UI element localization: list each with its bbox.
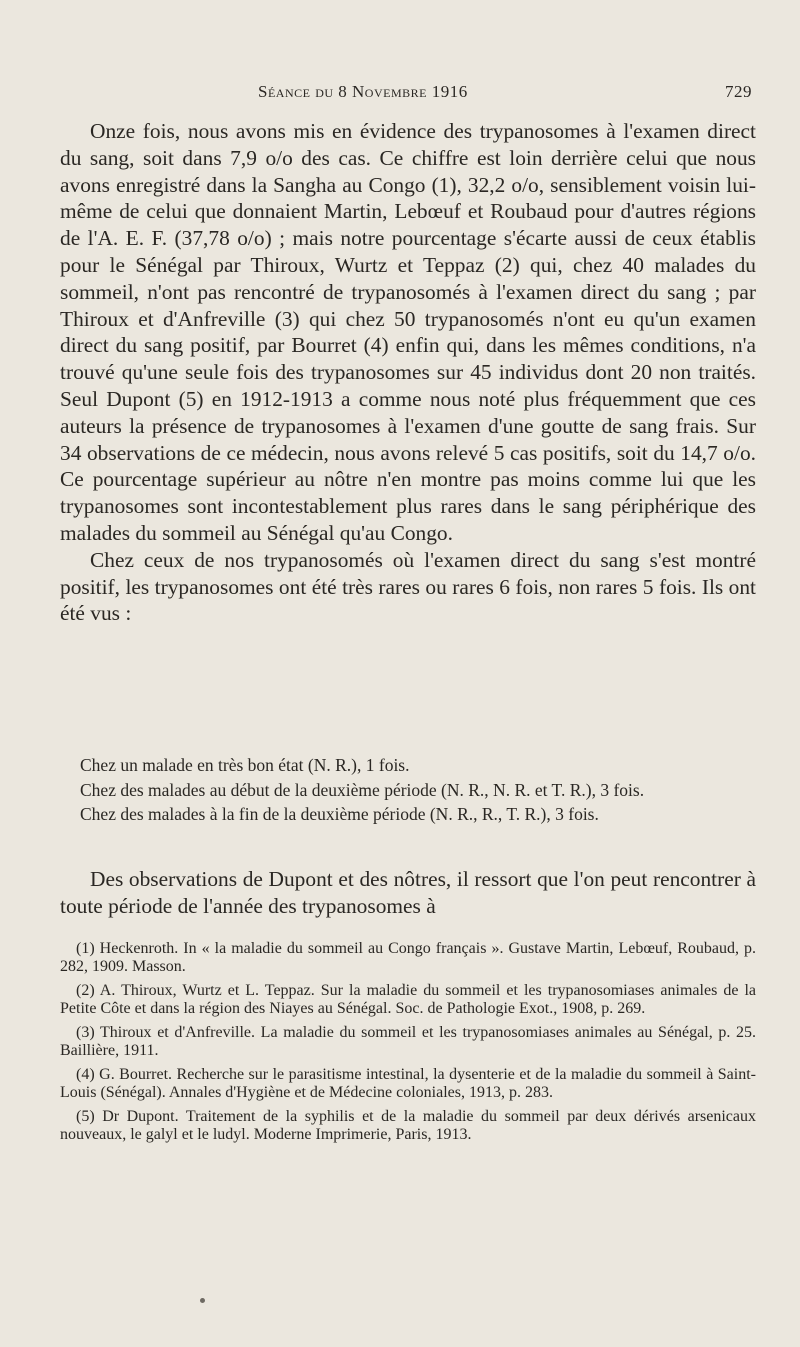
footnote: (2) A. Thiroux, Wurtz et L. Teppaz. Sur la maladie du sommeil et les trypanosomiases animales de la Petite Côte et dans la région des Niayes au Sénégal. Soc. de Pathologie Exot., 1908, p. 269. — [60, 982, 756, 1017]
list-item: Chez des malades à la fin de la deuxième période (N. R., R., T. R.), 3 fois. — [80, 804, 599, 824]
paragraph: Chez ceux de nos trypanosomés où l'examen direct du sang s'est montré positif, les trypanosomes ont été très rares ou rares 6 fois, non rares 5 fois. Ils ont été vus : — [60, 547, 756, 626]
conclusion-text — [60, 866, 756, 920]
page-number: 729 — [725, 82, 752, 101]
footnote: (4) G. Bourret. Recherche sur le parasitisme intestinal, la dysenterie et de la maladie du sommeil à Saint-Louis (Sénégal). Annales d'Hygiène et de Médecine coloniales, 1913, p. 283. — [60, 1066, 756, 1101]
list-item: Chez un malade en très bon état (N. R.), 1 fois. — [80, 755, 410, 775]
footnote: (3) Thiroux et d'Anfreville. La maladie du sommeil et les trypanosomiases animales au Sénégal, p. 25. Baillière, 1911. — [60, 1024, 756, 1059]
footnote: (5) Dr Dupont. Traitement de la syphilis et de la maladie du sommeil par deux dérivés arsenicaux nouveaux, le galyl et le ludyl. Moderne Imprimerie, Paris, 1913. — [60, 1108, 756, 1143]
list-item: Chez des malades au début de la deuxième période (N. R., N. R. et T. R.), 3 fois. — [80, 779, 645, 800]
footnotes — [60, 940, 756, 1150]
page-header — [60, 82, 752, 110]
body-text — [60, 118, 756, 627]
observation-list — [60, 757, 756, 831]
paragraph: Des observations de Dupont et des nôtres, il ressort que l'on peut rencontrer à toute période de l'année des trypanosomes à — [60, 867, 756, 918]
footnote: (1) Heckenroth. In « la maladie du sommeil au Congo français ». Gustave Martin, Lebœuf, Roubaud, p. 282, 1909. Masson. — [60, 940, 756, 975]
running-title: Séance du 8 Novembre 1916 — [258, 82, 468, 101]
ink-dot — [200, 1298, 205, 1303]
paragraph: Onze fois, nous avons mis en évidence des trypanosomes à l'examen direct du sang, soit dans 7,9 o/o des cas. Ce chiffre est loin derrière celui que nous avons enregistré dans la Sangha au Congo (1), 32,2 o/o, sensiblement voisin lui-même de celui que donnaient Martin, Lebœuf et Roubaud pour d'autres régions de l'A. E. F. (37,78 o/o) ; mais notre pourcentage s'écarte aussi de ceux établis pour le Sénégal par Thiroux, Wurtz et Teppaz (2) qui, chez 40 malades du sommeil, n'ont pas rencontré de trypanosomés à l'examen direct du sang ; par Thiroux et d'Anfreville (3) qui chez 50 trypanosomés n'ont eu qu'un examen direct du sang positif, par Bourret (4) enfin qui, dans les mêmes conditions, n'a trouvé qu'une seule fois des trypanosomes sur 45 individus dont 20 non traités. Seul Dupont (5) en 1912-1913 a comme nous noté plus fréquemment que ces auteurs la présence de trypanosomes à l'examen d'une goutte de sang frais. Sur 34 observations de ce médecin, nous avons relevé 5 cas positifs, soit du 14,7 o/o. Ce pourcentage supérieur au nôtre n'en montre pas moins comme lui que les trypanosomes sont incontestablement plus rares dans le sang périphérique des malades du sommeil au Sénégal qu'au Congo. — [60, 119, 756, 545]
